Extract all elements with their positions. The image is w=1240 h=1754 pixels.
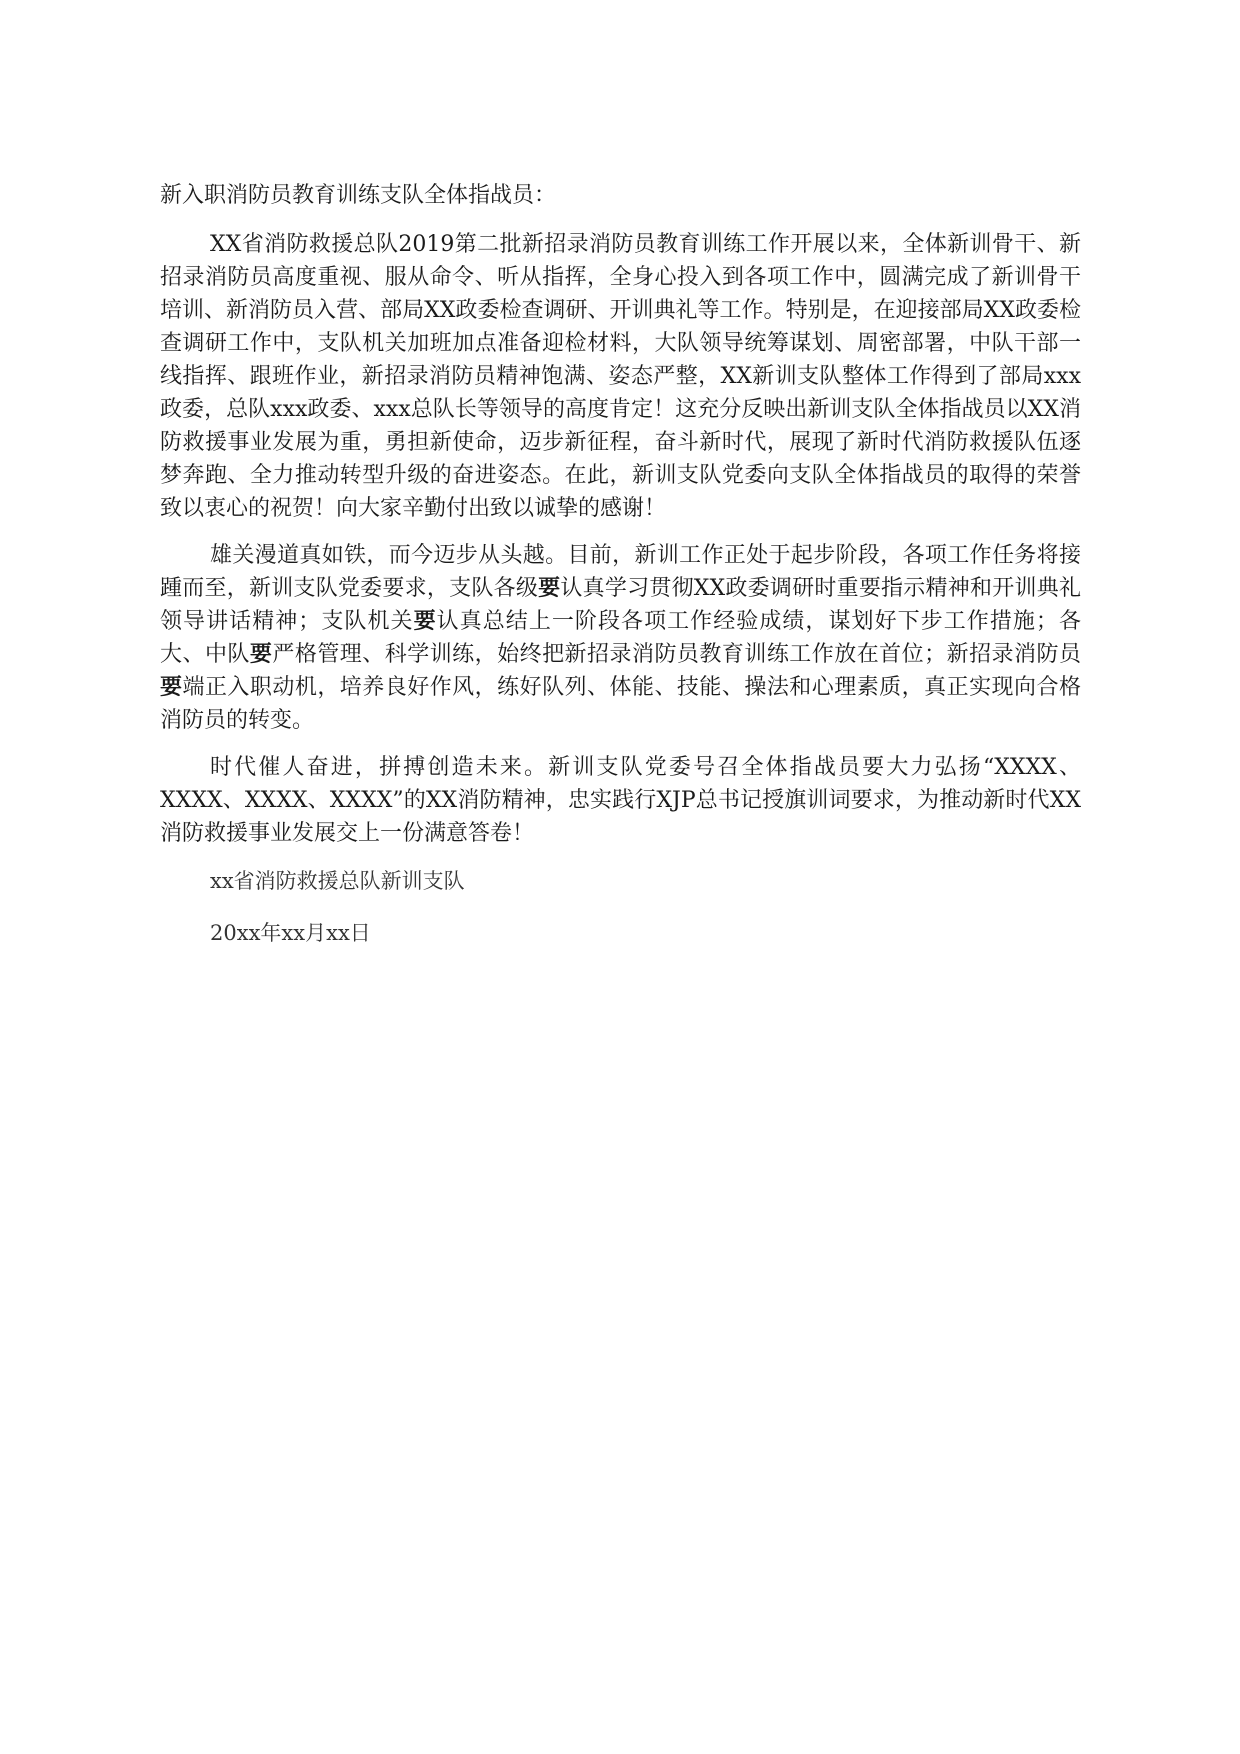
- requirements-text-1: 雄关漫道真如铁，而今迈步从头越。目前，新训工作正处于起步阶段，各项工作任务将接踵而至，新训支队党委要求，支队各级: [160, 543, 1081, 601]
- paragraph-call-to-action: 时代催人奋进，拼搏创造未来。新训支队党委号召全体指战员要大力弘扬“XXXX、XXXX、XXXX、XXXX”的XX消防精神，忠实践行XJP总书记授旗训词要求，为推动新时代XX消防救援事业发展交上一份满意答卷！: [160, 755, 1081, 846]
- signature-organization: xx省消防救援总队新训支队: [210, 869, 465, 893]
- salutation: 新入职消防员教育训练支队全体指战员：: [160, 183, 557, 208]
- emphasis-yao-3: 要: [249, 641, 273, 667]
- letter-document: [160, 178, 1081, 950]
- paragraph-requirements: [160, 539, 1081, 737]
- paragraph-commendation: XX省消防救援总队2019第二批新招录消防员教育训练工作开展以来，全体新训骨干、新招录消防员高度重视、服从命令、听从指挥，全身心投入到各项工作中，圆满完成了新训骨干培训、新消防员入营、部局XX政委检查调研、开训典礼等工作。特别是，在迎接部局XX政委检查调研工作中，支队机关加班加点准备迎检材料，大队领导统筹谋划、周密部署，中队干部一线指挥、跟班作业，新招录消防员精神饱满、姿态严整，XX新训支队整体工作得到了部局xxx政委，总队xxx政委、xxx总队长等领导的高度肯定！这充分反映出新训支队全体指战员以XX消防救援事业发展为重，勇担新使命，迈步新征程，奋斗新时代，展现了新时代消防救援队伍逐梦奔跑、全力推动转型升级的奋进姿态。在此，新训支队党委向支队全体指战员的取得的荣誉致以衷心的祝贺！向大家辛勤付出致以诚挚的感谢！: [160, 232, 1081, 521]
- requirements-text-3: 认真总结上一阶段各项工作经验成绩，谋划好下步工作措施；各大、中队: [160, 609, 1081, 667]
- requirements-text-2: 认真学习贯彻XX政委调研时重要指示精神和开训典礼领导讲话精神；支队机关: [160, 576, 1081, 634]
- signature-date: 20xx年xx月xx日: [210, 921, 371, 945]
- emphasis-yao-2: 要: [413, 608, 437, 634]
- emphasis-yao-4: 要: [160, 674, 183, 700]
- requirements-text-4: 严格管理、科学训练，始终把新招录消防员教育训练工作放在首位；新招录消防员: [272, 642, 1081, 667]
- emphasis-yao-1: 要: [538, 575, 561, 601]
- requirements-text-5: 端正入职动机，培养良好作风，练好队列、体能、技能、操法和心理素质，真正实现向合格消防员的转变。: [160, 675, 1081, 733]
